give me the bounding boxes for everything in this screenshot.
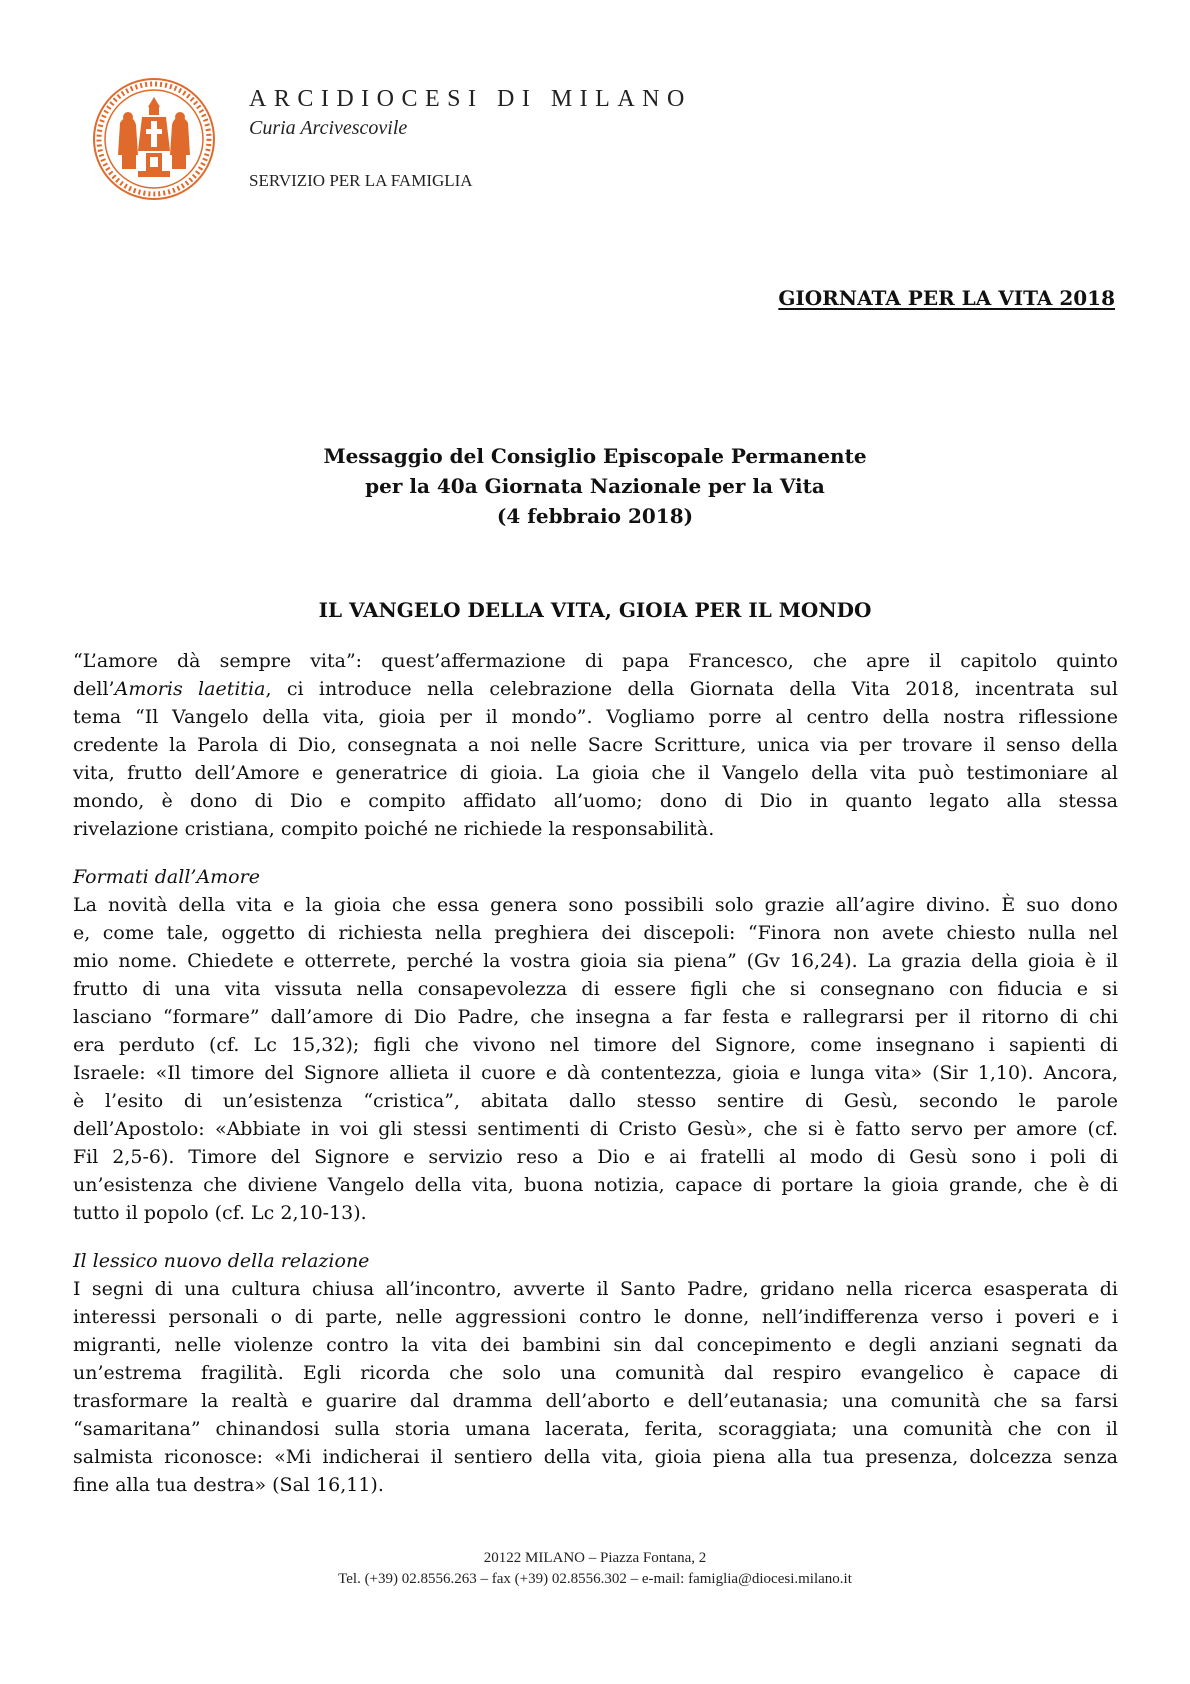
text-fragment: dell’ bbox=[73, 678, 115, 700]
text-line: tutto il popolo (cf. Lc 2,10-13). bbox=[73, 1202, 367, 1224]
footer-contacts: Tel. (+39) 02.8556.263 – fax (+39) 02.8556.302 – e-mail: famiglia@diocesi.milano.it bbox=[338, 1571, 852, 1587]
text-line: un’estrema fragilità. Egli ricorda che solo una comunità dal respiro evangelico è capace di bbox=[73, 1362, 1118, 1384]
footer bbox=[0, 1548, 1190, 1590]
text-line: “L’amore dà sempre vita”: quest’affermazione di papa Francesco, che apre il capitolo quinto bbox=[73, 650, 1118, 672]
text-line: “samaritana” chinandosi sulla storia umana lacerata, ferita, scoraggiata; una comunità che con il bbox=[73, 1418, 1118, 1440]
text-line: migranti, nelle violenze contro la vita dei bambini sin dal concepimento e degli anziani segnati da bbox=[73, 1334, 1118, 1356]
text-line: interessi personali o di parte, nelle aggressioni contro le donne, nell’indifferenza verso i poveri e i bbox=[73, 1306, 1118, 1328]
text-line: un’esistenza che diviene Vangelo della vita, buona notizia, capace di portare la gioia grande, che è di bbox=[73, 1174, 1118, 1196]
organization-name: ARCIDIOCESI DI MILANO bbox=[249, 86, 692, 112]
text-line: Israele: «Il timore del Signore allieta il cuore e dà contentezza, gioia e lunga vita» (Sir 1,10). Ancora, bbox=[73, 1062, 1118, 1084]
section-heading: Formati dall’Amore bbox=[73, 866, 260, 888]
text-line: fine alla tua destra» (Sal 16,11). bbox=[73, 1474, 384, 1496]
message-line: (4 febbraio 2018) bbox=[496, 504, 694, 528]
text-line bbox=[73, 675, 1118, 703]
section-heading: Il lessico nuovo della relazione bbox=[73, 1250, 370, 1272]
text-line: mondo, è dono di Dio e compito affidato all’uomo; dono di Dio in quanto legato alla stessa bbox=[73, 790, 1118, 812]
text-fragment: , ci introduce nella celebrazione della Giornata della Vita 2018, incentrata sul bbox=[265, 678, 1118, 700]
organization-service: SERVIZIO PER LA FAMIGLIA bbox=[249, 171, 473, 190]
archdiocese-seal-logo bbox=[92, 77, 216, 201]
main-title: IL VANGELO DELLA VITA, GIOIA PER IL MONDO bbox=[318, 598, 872, 622]
message-line: Messaggio del Consiglio Episcopale Permanente bbox=[323, 444, 867, 468]
message-heading bbox=[0, 441, 1190, 531]
text-line: Fil 2,5-6). Timore del Signore e servizio reso a Dio e ai fratelli al modo di Gesù sono i poli di bbox=[73, 1146, 1118, 1168]
text-line: salmista riconosce: «Mi indicherai il sentiero della vita, gioia piena alla tua presenza, dolcezza senza bbox=[73, 1446, 1118, 1468]
section-formati bbox=[73, 863, 1118, 1227]
text-line: dell’Apostolo: «Abbiate in voi gli stessi sentimenti di Cristo Gesù», che si è fatto servo per amore (cf. bbox=[73, 1118, 1118, 1140]
text-line: La novità della vita e la gioia che essa genera sono possibili solo grazie all’agire divino. È suo dono bbox=[73, 894, 1118, 916]
text-line: I segni di una cultura chiusa all’incontro, avverte il Santo Padre, gridano nella ricerca esasperata di bbox=[73, 1278, 1118, 1300]
document-body bbox=[73, 647, 1118, 1499]
text-line: credente la Parola di Dio, consegnata a noi nelle Sacre Scritture, unica via per trovare il senso della bbox=[73, 734, 1118, 756]
text-line: mio nome. Chiedete e otterrete, perché la vostra gioia sia piena” (Gv 16,24). La grazia della gioia è il bbox=[73, 950, 1118, 972]
text-line: era perduto (cf. Lc 15,32); figli che vivono nel timore del Signore, come insegnano i sapienti di bbox=[73, 1034, 1118, 1056]
text-line: trasformare la realtà e guarire dal dramma dell’aborto e dell’eutanasia; una comunità che sa farsi bbox=[73, 1390, 1118, 1412]
text-line: rivelazione cristiana, compito poiché ne richiede la responsabilità. bbox=[73, 818, 715, 840]
event-title: GIORNATA PER LA VITA 2018 bbox=[778, 286, 1115, 310]
text-line: tema “Il Vangelo della vita, gioia per il mondo”. Vogliamo porre al centro della nostra riflessione bbox=[73, 706, 1118, 728]
message-line: per la 40a Giornata Nazionale per la Vita bbox=[365, 474, 825, 498]
book-title: Amoris laetitia bbox=[114, 678, 266, 700]
footer-address: 20122 MILANO – Piazza Fontana, 2 bbox=[483, 1550, 707, 1566]
text-line: e, come tale, oggetto di richiesta nella preghiera dei discepoli: “Finora non avete chiesto nulla nel bbox=[73, 922, 1118, 944]
organization-subtitle: Curia Arcivescovile bbox=[249, 117, 408, 139]
intro-paragraph bbox=[73, 647, 1118, 843]
text-line: lasciano “formare” dall’amore di Dio Padre, che insegna a far festa e rallegrarsi per il ritorno di chi bbox=[73, 1006, 1118, 1028]
text-line: è l’esito di un’esistenza “cristica”, abitata dallo stesso sentire di Gesù, secondo le parole bbox=[73, 1090, 1118, 1112]
text-line: frutto di una vita vissuta nella consapevolezza di essere figli che si consegnano con fiducia e si bbox=[73, 978, 1118, 1000]
text-line: vita, frutto dell’Amore e generatrice di gioia. La gioia che il Vangelo della vita può testimoniare al bbox=[73, 762, 1118, 784]
section-lessico bbox=[73, 1247, 1118, 1499]
